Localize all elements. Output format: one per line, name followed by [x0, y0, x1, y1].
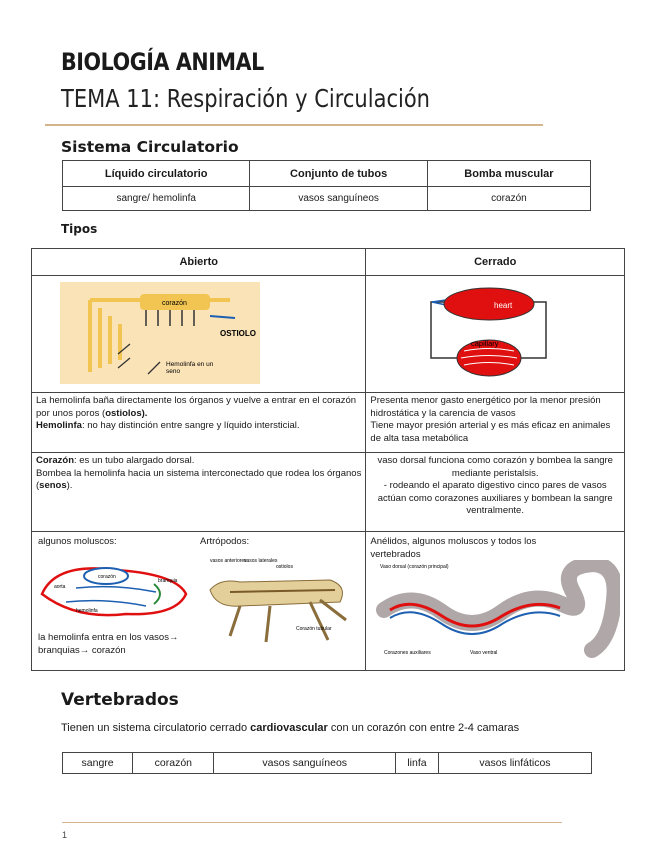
mollusc-vessel-inner	[66, 587, 156, 606]
annelid-label: Corazones auxiliares	[384, 650, 432, 656]
insect-legs	[230, 600, 346, 642]
table-cell: vasos linfáticos	[438, 753, 591, 774]
open-circulation-diagram	[60, 282, 260, 384]
bold-term: Corazón	[36, 455, 74, 466]
section-heading-vertebrados: Vertebrados	[61, 690, 179, 710]
closed-circulation-diagram	[416, 286, 561, 382]
doc-subtitle: TEMA 11: Respiración y Circulación	[61, 84, 430, 113]
mollusc-label: hemolinfa	[76, 608, 98, 614]
closed-circulation-diagram-cell	[366, 276, 625, 393]
footer-divider	[62, 822, 562, 823]
insect-label: vasos laterales	[244, 558, 278, 564]
open-circulation-diagram-cell	[32, 276, 366, 393]
label-artropodos: Artrópodos:	[200, 536, 250, 547]
text-span: La hemolinfa baña directamente los órganos y vuelve a entrar en el corazón por unos poros (	[36, 395, 357, 419]
closed-caption: Anélidos, algunos moluscos y todos los vertebrados	[370, 536, 537, 560]
text-span: : no hay distinción entre sangre y líquido intersticial.	[81, 420, 300, 431]
text-span: Bombea la hemolinfa hacia un sistema interconectado que rodea los órganos (	[36, 467, 362, 491]
label-seno: seno	[166, 368, 181, 375]
bold-term: ostiolos).	[105, 407, 148, 419]
label-moluscos: algunos moluscos:	[38, 536, 117, 547]
insect-label: Corazón tubular	[296, 626, 332, 632]
section-heading-tipos: Tipos	[61, 222, 98, 236]
annelid-label: Vaso dorsal (corazón principal)	[380, 564, 449, 570]
annelid-label: Vaso ventral	[470, 650, 498, 656]
text-span: Tienen un sistema circulatorio cerrado	[61, 722, 251, 734]
closed-heart-cell	[366, 453, 625, 532]
vertebrados-table	[62, 752, 592, 774]
table-cell: sangre	[63, 753, 133, 774]
bold-term: cardiovascular	[250, 722, 328, 734]
mollusc-label: corazón	[98, 574, 116, 580]
mollusc-gill	[154, 584, 160, 604]
sistema-table	[62, 160, 591, 211]
table-cell: corazón	[427, 187, 590, 211]
label-capillary: capillary	[471, 339, 499, 348]
closed-description-cell	[366, 393, 625, 453]
table-header: Conjunto de tubos	[250, 161, 427, 187]
bold-term: senos	[39, 480, 67, 491]
table-header-abierto: Abierto	[32, 249, 366, 276]
label-heart: heart	[494, 301, 513, 310]
label-ostiolo: OSTIOLO	[220, 329, 256, 338]
table-header: Líquido circulatorio	[63, 161, 250, 187]
text-span: ).	[66, 480, 73, 491]
label-hemolinfa: Hemolinfa en un	[166, 361, 214, 368]
doc-title: BIOLOGÍA ANIMAL	[61, 48, 264, 76]
closed-examples-cell	[366, 532, 625, 671]
open-heart-cell	[32, 453, 366, 532]
page-number: 1	[62, 830, 68, 840]
text-line: Tiene mayor presión arterial y es más eficaz en animales de alta tasa metabólica	[370, 420, 611, 444]
mollusc-diagram	[36, 554, 192, 626]
vertebrados-paragraph	[61, 722, 519, 734]
open-examples-cell	[32, 532, 366, 671]
table-cell: vasos sanguíneos	[214, 753, 396, 774]
table-header-cerrado: Cerrado	[366, 249, 625, 276]
section-heading-sistema: Sistema Circulatorio	[61, 138, 239, 156]
table-cell: corazón	[133, 753, 214, 774]
mollusc-label: aorta	[54, 584, 66, 590]
top-divider	[45, 124, 543, 126]
hemolinfa-caption: la hemolinfa entra en los vasos→ branquias→ corazón	[38, 632, 179, 656]
table-cell: linfa	[396, 753, 439, 774]
text-line: vaso dorsal funciona como corazón y bombea la sangre mediante peristalsis.	[377, 455, 613, 479]
heart-shape	[444, 288, 534, 320]
annelid-diagram	[372, 560, 620, 666]
label-corazon: corazón	[162, 300, 187, 307]
insect-label: vasos anteriores	[210, 558, 247, 564]
worm-body	[384, 564, 615, 650]
mollusc-label: branquia	[158, 578, 178, 584]
insect-diagram	[200, 550, 350, 650]
text-span: : es un tubo alargado dorsal.	[74, 455, 195, 466]
text-line: - rodeando el aparato digestivo cinco pares de vasos actúan como corazones auxiliares y bombean la sangre ventralmente.	[377, 480, 613, 516]
bold-term: Hemolinfa	[36, 420, 82, 431]
table-cell: vasos sanguíneos	[250, 187, 427, 211]
table-header: Bomba muscular	[427, 161, 590, 187]
text-line: Presenta menor gasto energético por la menor presión hidrostática y la carencia de vasos	[370, 395, 601, 419]
text-span: con un corazón con entre 2-4 camaras	[327, 722, 520, 734]
insect-label: ostiolos	[276, 564, 293, 570]
table-cell: sangre/ hemolinfa	[63, 187, 250, 211]
open-description-cell	[32, 393, 366, 453]
tipos-table	[31, 248, 625, 671]
